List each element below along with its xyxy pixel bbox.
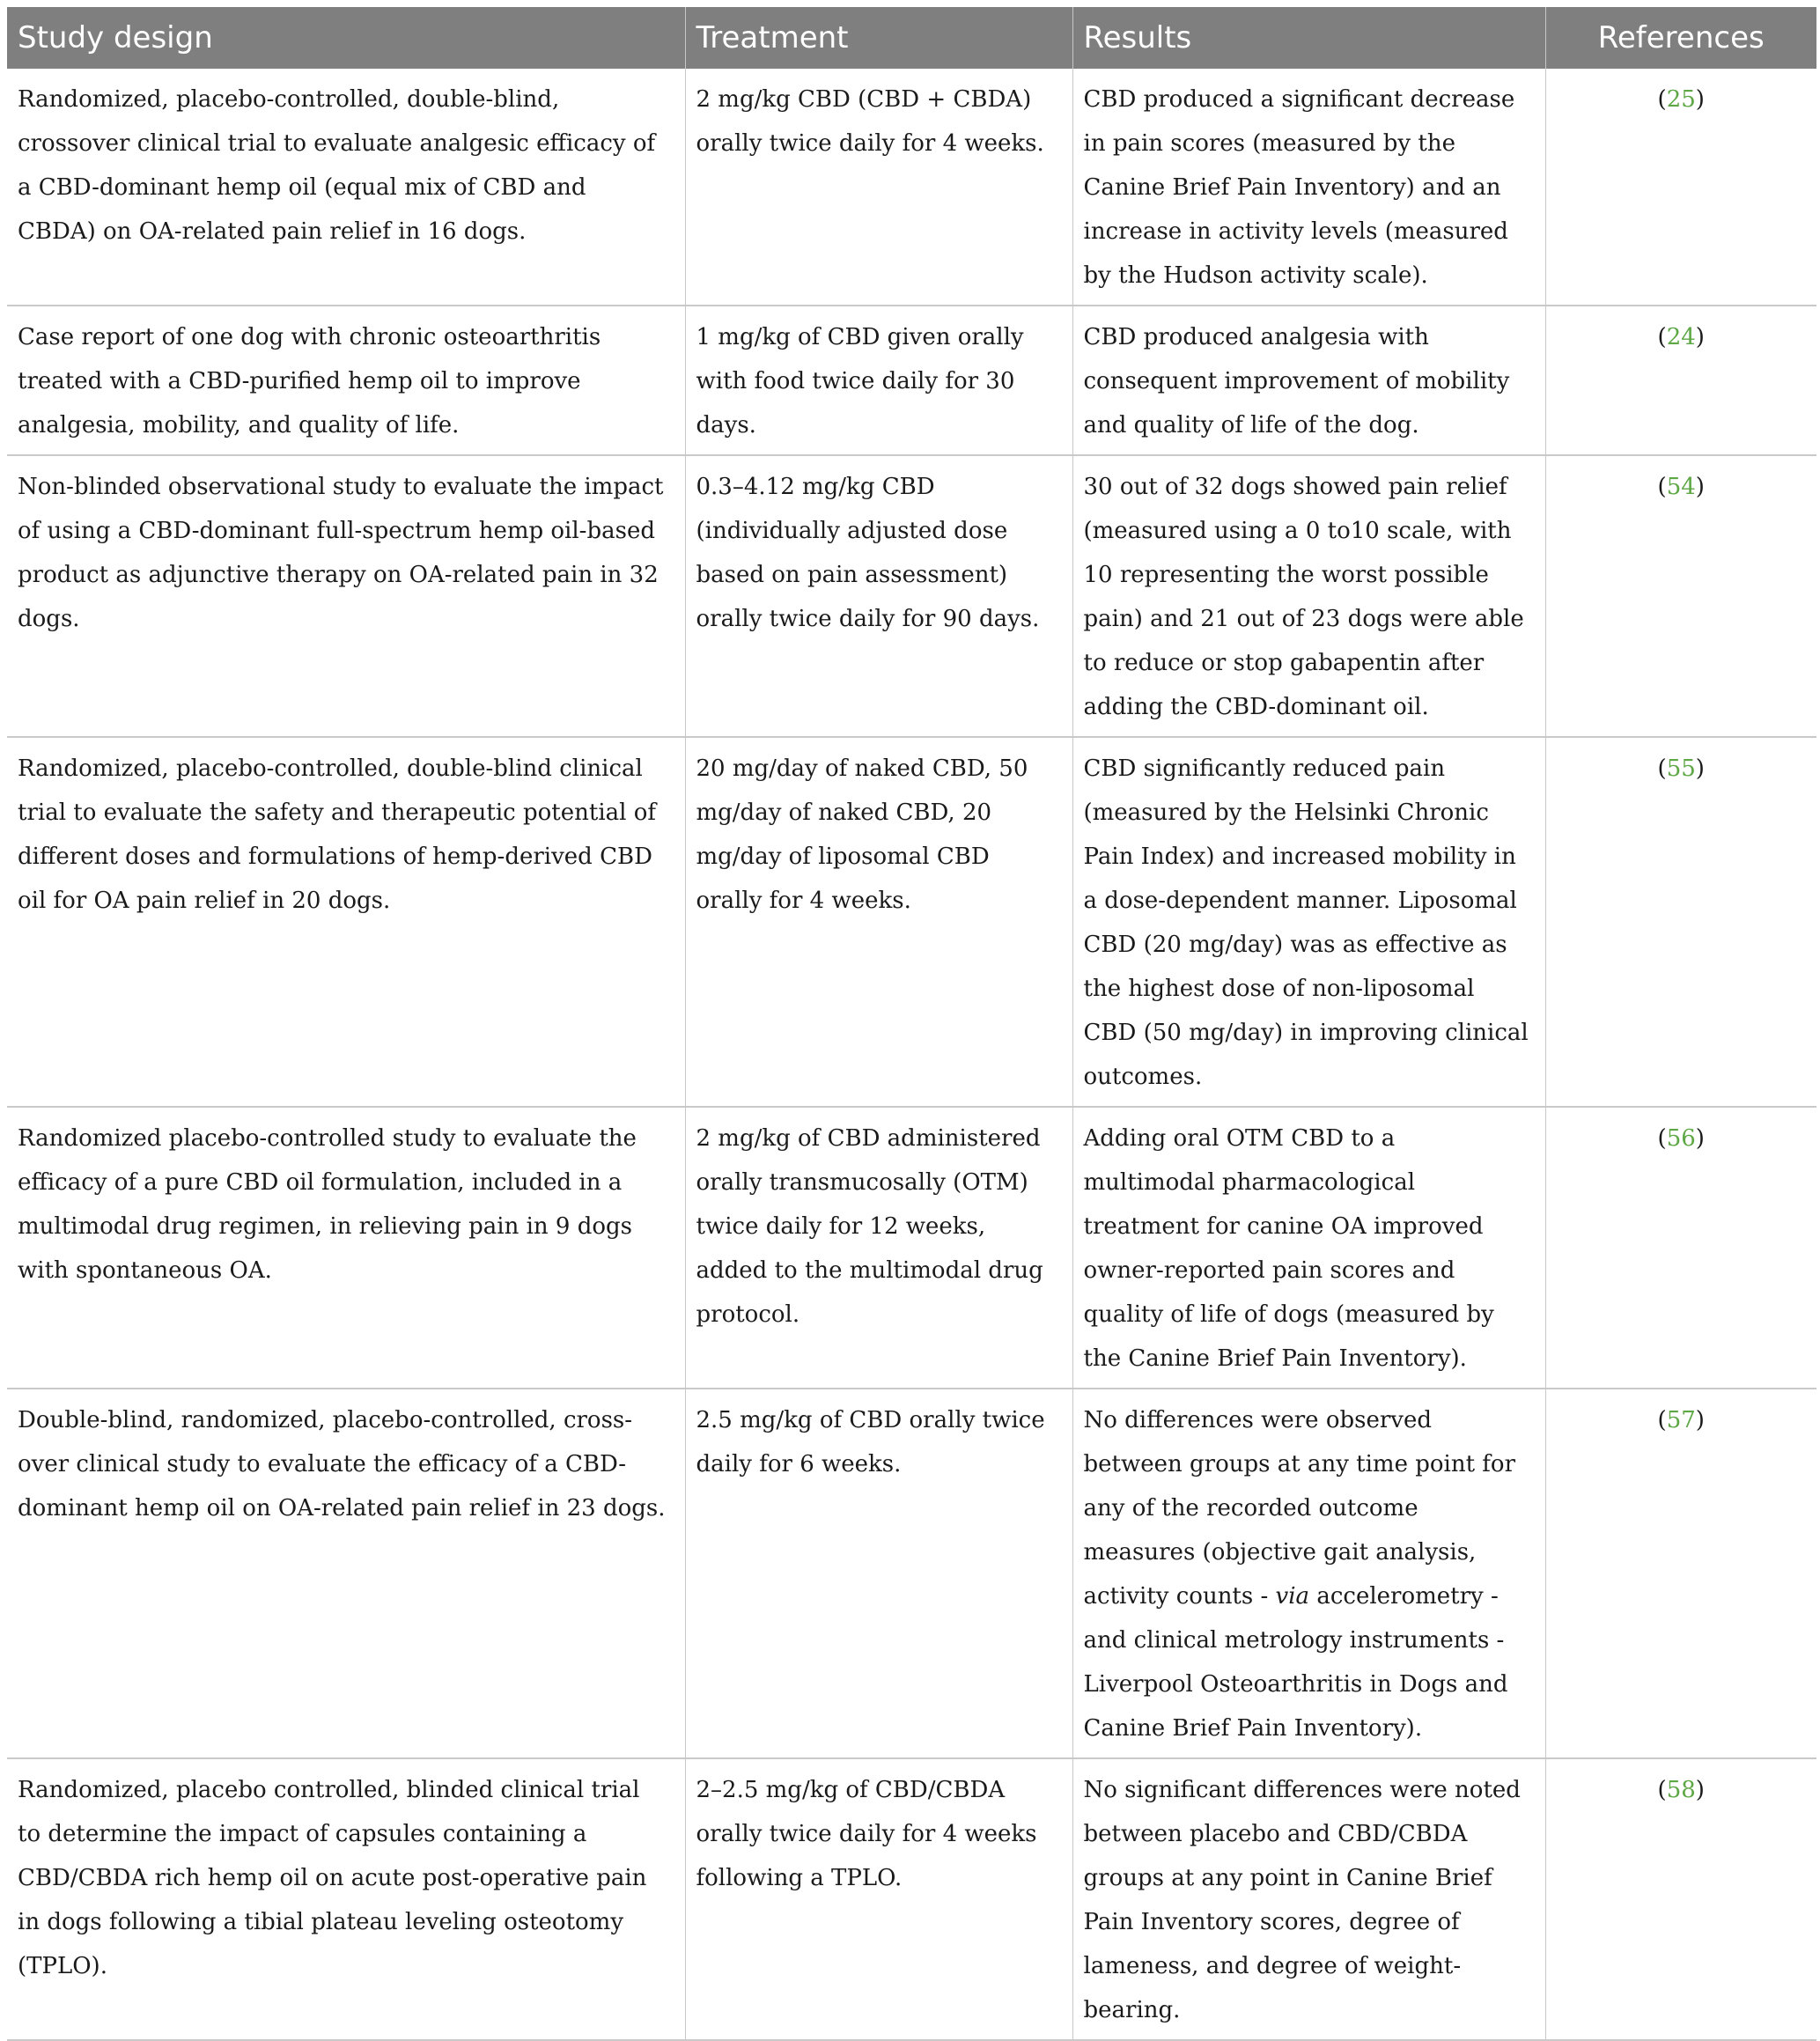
study-design-cell: Randomized, placebo-controlled, double-blind clinical trial to evaluate the safety and therapeutic potential of different doses and formulations of hemp-derived CBD oil for OA pain relief in 20 dogs. — [7, 737, 685, 1107]
table-row — [7, 69, 1816, 306]
results-cell: CBD significantly reduced pain (measured by the Helsinki Chronic Pain Index) and increased mobility in a dose-dependent manner. Liposomal CBD (20 mg/day) was as effective as the highest dose of non-liposomal CBD (50 mg/day) in improving clinical outcomes. — [1072, 737, 1545, 1107]
reference-link[interactable]: 25 — [1666, 86, 1696, 113]
study-design-cell: Double-blind, randomized, placebo-controlled, cross-over clinical study to evaluate the efficacy of a CBD-dominant hemp oil on OA-related pain relief in 23 dogs. — [7, 1389, 685, 1758]
reference-link[interactable]: 58 — [1666, 1777, 1696, 1803]
study-design-cell: Randomized, placebo-controlled, double-blind, crossover clinical trial to evaluate analgesic efficacy of a CBD-dominant hemp oil (equal mix of CBD and CBDA) on OA-related pain relief in 16 dogs. — [7, 69, 685, 306]
header-study-design: Study design — [7, 7, 685, 69]
study-design-cell: Randomized placebo-controlled study to evaluate the efficacy of a pure CBD oil formulation, included in a multimodal drug regimen, in relieving pain in 9 dogs with spontaneous OA. — [7, 1107, 685, 1389]
header-references: References — [1545, 7, 1816, 69]
study-design-cell: Randomized, placebo controlled, blinded clinical trial to determine the impact of capsules containing a CBD/CBDA rich hemp oil on acute post-operative pain in dogs following a tibial plateau leveling osteotomy (TPLO). — [7, 1758, 685, 2040]
reference-cell: (54) — [1545, 455, 1816, 737]
treatment-cell: 2–2.5 mg/kg of CBD/CBDA orally twice daily for 4 weeks following a TPLO. — [685, 1758, 1072, 2040]
results-cell: CBD produced analgesia with consequent improvement of mobility and quality of life of the dog. — [1072, 306, 1545, 455]
study-table — [7, 7, 1816, 2041]
reference-link[interactable]: 54 — [1666, 474, 1696, 500]
reference-cell: (57) — [1545, 1389, 1816, 1758]
results-cell: Adding oral OTM CBD to a multimodal pharmacological treatment for canine OA improved owner-reported pain scores and quality of life of dogs (measured by the Canine Brief Pain Inventory). — [1072, 1107, 1545, 1389]
treatment-cell: 2 mg/kg of CBD administered orally transmucosally (OTM) twice daily for 12 weeks, added to the multimodal drug protocol. — [685, 1107, 1072, 1389]
table-row — [7, 1758, 1816, 2040]
reference-link[interactable]: 55 — [1666, 755, 1696, 782]
table-row — [7, 1389, 1816, 1758]
reference-cell: (55) — [1545, 737, 1816, 1107]
treatment-cell: 20 mg/day of naked CBD, 50 mg/day of naked CBD, 20 mg/day of liposomal CBD orally for 4 weeks. — [685, 737, 1072, 1107]
results-cell: CBD produced a significant decrease in pain scores (measured by the Canine Brief Pain Inventory) and an increase in activity levels (measured by the Hudson activity scale). — [1072, 69, 1545, 306]
table-row — [7, 737, 1816, 1107]
treatment-cell: 2.5 mg/kg of CBD orally twice daily for 6 weeks. — [685, 1389, 1072, 1758]
results-text-part: No differences were observed between groups at any time point for any of the recorded outcome measures (objective gait analysis, activity counts - — [1083, 1407, 1515, 1610]
results-italic-text: via — [1275, 1583, 1310, 1610]
header-results: Results — [1072, 7, 1545, 69]
header-treatment: Treatment — [685, 7, 1072, 69]
reference-cell: (56) — [1545, 1107, 1816, 1389]
table-row — [7, 455, 1816, 737]
table-body — [7, 69, 1816, 2040]
table-row — [7, 1107, 1816, 1389]
treatment-cell: 0.3–4.12 mg/kg CBD (individually adjusted dose based on pain assessment) orally twice daily for 90 days. — [685, 455, 1072, 737]
reference-cell: (25) — [1545, 69, 1816, 306]
reference-cell: (58) — [1545, 1758, 1816, 2040]
reference-link[interactable]: 24 — [1666, 324, 1696, 350]
results-cell — [1072, 1389, 1545, 1758]
treatment-cell: 2 mg/kg CBD (CBD + CBDA) orally twice daily for 4 weeks. — [685, 69, 1072, 306]
results-text-part: accelerometry - and clinical metrology instruments - Liverpool Osteoarthritis in Dogs and Canine Brief Pain Inventory). — [1083, 1583, 1508, 1742]
table-header — [7, 7, 1816, 69]
reference-cell: (24) — [1545, 306, 1816, 455]
reference-link[interactable]: 56 — [1666, 1125, 1696, 1152]
study-design-cell: Case report of one dog with chronic osteoarthritis treated with a CBD-purified hemp oil to improve analgesia, mobility, and quality of life. — [7, 306, 685, 455]
results-cell: 30 out of 32 dogs showed pain relief (measured using a 0 to10 scale, with 10 representing the worst possible pain) and 21 out of 23 dogs were able to reduce or stop gabapentin after adding the CBD-dominant oil. — [1072, 455, 1545, 737]
reference-link[interactable]: 57 — [1666, 1407, 1696, 1433]
study-design-cell: Non-blinded observational study to evaluate the impact of using a CBD-dominant full-spectrum hemp oil-based product as adjunctive therapy on OA-related pain in 32 dogs. — [7, 455, 685, 737]
treatment-cell: 1 mg/kg of CBD given orally with food twice daily for 30 days. — [685, 306, 1072, 455]
table-row — [7, 306, 1816, 455]
header-row — [7, 7, 1816, 69]
results-cell: No significant differences were noted between placebo and CBD/CBDA groups at any point in Canine Brief Pain Inventory scores, degree of lameness, and degree of weight-bearing. — [1072, 1758, 1545, 2040]
